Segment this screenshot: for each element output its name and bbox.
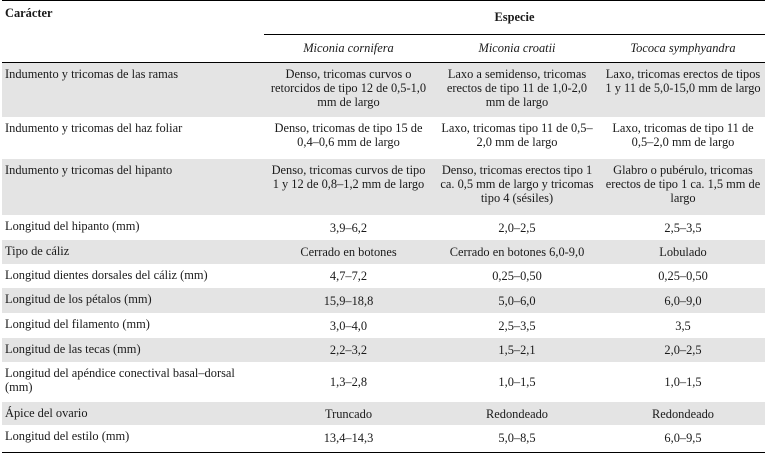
species-header-miconia-cornifera: Miconia cornifera bbox=[264, 34, 433, 62]
table-row bbox=[2, 288, 765, 313]
header-blank-cell bbox=[2, 34, 264, 62]
cell-miconia-cornifera: 4,7–7,2 bbox=[329, 269, 368, 283]
cell-miconia-cornifera: Truncado bbox=[264, 402, 433, 425]
cell-tococa-symphyandra: 6,0–9,5 bbox=[601, 425, 765, 452]
cell-miconia-cornifera: Denso, tricomas de tipo 15 de 0,4–0,6 mm de largo bbox=[274, 121, 423, 149]
cell-miconia-croatii: Redondeado bbox=[433, 402, 601, 425]
cell-tococa-symphyandra: Lobulado bbox=[601, 240, 765, 264]
row-label: Ápice del ovario bbox=[2, 402, 264, 425]
cell-miconia-cornifera: Denso, tricomas curvos de tipo 1 y 12 de 0,8–1,2 mm de largo bbox=[264, 159, 433, 215]
row-label: Longitud del apéndice conectival basal–dorsal (mm) bbox=[5, 366, 235, 394]
table-row bbox=[2, 215, 765, 240]
cell-tococa-symphyandra: 0,25–0,50 bbox=[658, 269, 708, 283]
cell-miconia-croatii: 2,5–3,5 bbox=[498, 318, 536, 333]
cell-miconia-cornifera: 15,9–18,8 bbox=[264, 288, 433, 313]
cell-miconia-croatii: Cerrado en botones 6,0-9,0 bbox=[433, 240, 601, 264]
species-group-header: Especie bbox=[264, 1, 765, 35]
table-row bbox=[2, 402, 765, 425]
header-row-top bbox=[2, 1, 765, 35]
row-label: Indumento y tricomas de las ramas bbox=[2, 62, 264, 117]
cell-tococa-symphyandra: 3,5 bbox=[675, 318, 691, 333]
row-label: Indumento y tricomas del haz foliar bbox=[5, 121, 183, 135]
cell-miconia-cornifera: 1,3–2,8 bbox=[329, 375, 368, 389]
table-row bbox=[2, 240, 765, 264]
table-row bbox=[2, 264, 765, 288]
species-header-tococa-symphyandra: Tococa symphyandra bbox=[601, 34, 765, 62]
cell-miconia-croatii: Laxo a semidenso, tricomas erectos de tipo 11 de 1,0-2,0 mm de largo bbox=[433, 62, 601, 117]
species-header-miconia-croatii: Miconia croatii bbox=[433, 34, 601, 62]
cell-miconia-cornifera: 3,9–6,2 bbox=[329, 220, 368, 235]
cell-miconia-cornifera: Cerrado en botones bbox=[264, 240, 433, 264]
cell-miconia-croatii: Denso, tricomas erectos tipo 1 ca. 0,5 mm de largo y tricomas tipo 4 (sésiles) bbox=[433, 159, 601, 215]
cell-miconia-cornifera: 13,4–14,3 bbox=[264, 425, 433, 452]
row-label: Longitud dientes dorsales del cáliz (mm) bbox=[5, 268, 208, 282]
row-label: Longitud del hipanto (mm) bbox=[5, 219, 140, 233]
cell-tococa-symphyandra: 2,5–3,5 bbox=[664, 220, 702, 235]
table-row bbox=[2, 117, 765, 159]
cell-tococa-symphyandra: Glabro o pubérulo, tricomas erectos de tipo 1 ca. 1,5 mm de largo bbox=[601, 159, 765, 215]
cell-miconia-croatii: 5,0–6,0 bbox=[433, 288, 601, 313]
table-row bbox=[2, 425, 765, 452]
row-label: Indumento y tricomas del hipanto bbox=[2, 159, 264, 215]
cell-miconia-cornifera: 2,2–3,2 bbox=[264, 338, 433, 362]
cell-miconia-croatii: 1,5–2,1 bbox=[433, 338, 601, 362]
table-header bbox=[2, 1, 765, 63]
table-row bbox=[2, 338, 765, 362]
row-label: Longitud del filamento (mm) bbox=[5, 317, 150, 331]
row-label: Longitud de los pétalos (mm) bbox=[2, 288, 264, 313]
comparison-table bbox=[2, 0, 765, 453]
row-label: Longitud del estilo (mm) bbox=[2, 425, 264, 452]
table-row bbox=[2, 313, 765, 338]
cell-tococa-symphyandra: Laxo, tricomas erectos de tipos 1 y 11 de 5,0-15,0 mm de largo bbox=[601, 62, 765, 117]
table-body bbox=[2, 62, 765, 452]
cell-tococa-symphyandra: 2,0–2,5 bbox=[601, 338, 765, 362]
cell-miconia-croatii: 0,25–0,50 bbox=[492, 269, 542, 283]
cell-miconia-croatii: Laxo, tricomas tipo 11 de 0,5–2,0 mm de largo bbox=[441, 121, 593, 149]
row-label: Tipo de cáliz bbox=[2, 240, 264, 264]
cell-miconia-cornifera: 3,0–4,0 bbox=[329, 318, 368, 333]
row-label: Longitud de las tecas (mm) bbox=[2, 338, 264, 362]
character-column-header: Carácter bbox=[2, 1, 264, 35]
cell-miconia-croatii: 2,0–2,5 bbox=[498, 220, 536, 235]
table-row bbox=[2, 159, 765, 215]
cell-miconia-cornifera: Denso, tricomas curvos o retorcidos de tipo 12 de 0,5-1,0 mm de largo bbox=[264, 62, 433, 117]
cell-tococa-symphyandra: 6,0–9,0 bbox=[601, 288, 765, 313]
table-row bbox=[2, 362, 765, 402]
cell-tococa-symphyandra: Redondeado bbox=[601, 402, 765, 425]
cell-miconia-croatii: 5,0–8,5 bbox=[433, 425, 601, 452]
header-row-species bbox=[2, 34, 765, 62]
cell-tococa-symphyandra: Laxo, tricomas de tipo 11 de 0,5–2,0 mm de largo bbox=[612, 121, 754, 149]
table-row bbox=[2, 62, 765, 117]
cell-tococa-symphyandra: 1,0–1,5 bbox=[664, 375, 702, 389]
cell-miconia-croatii: 1,0–1,5 bbox=[498, 375, 536, 389]
